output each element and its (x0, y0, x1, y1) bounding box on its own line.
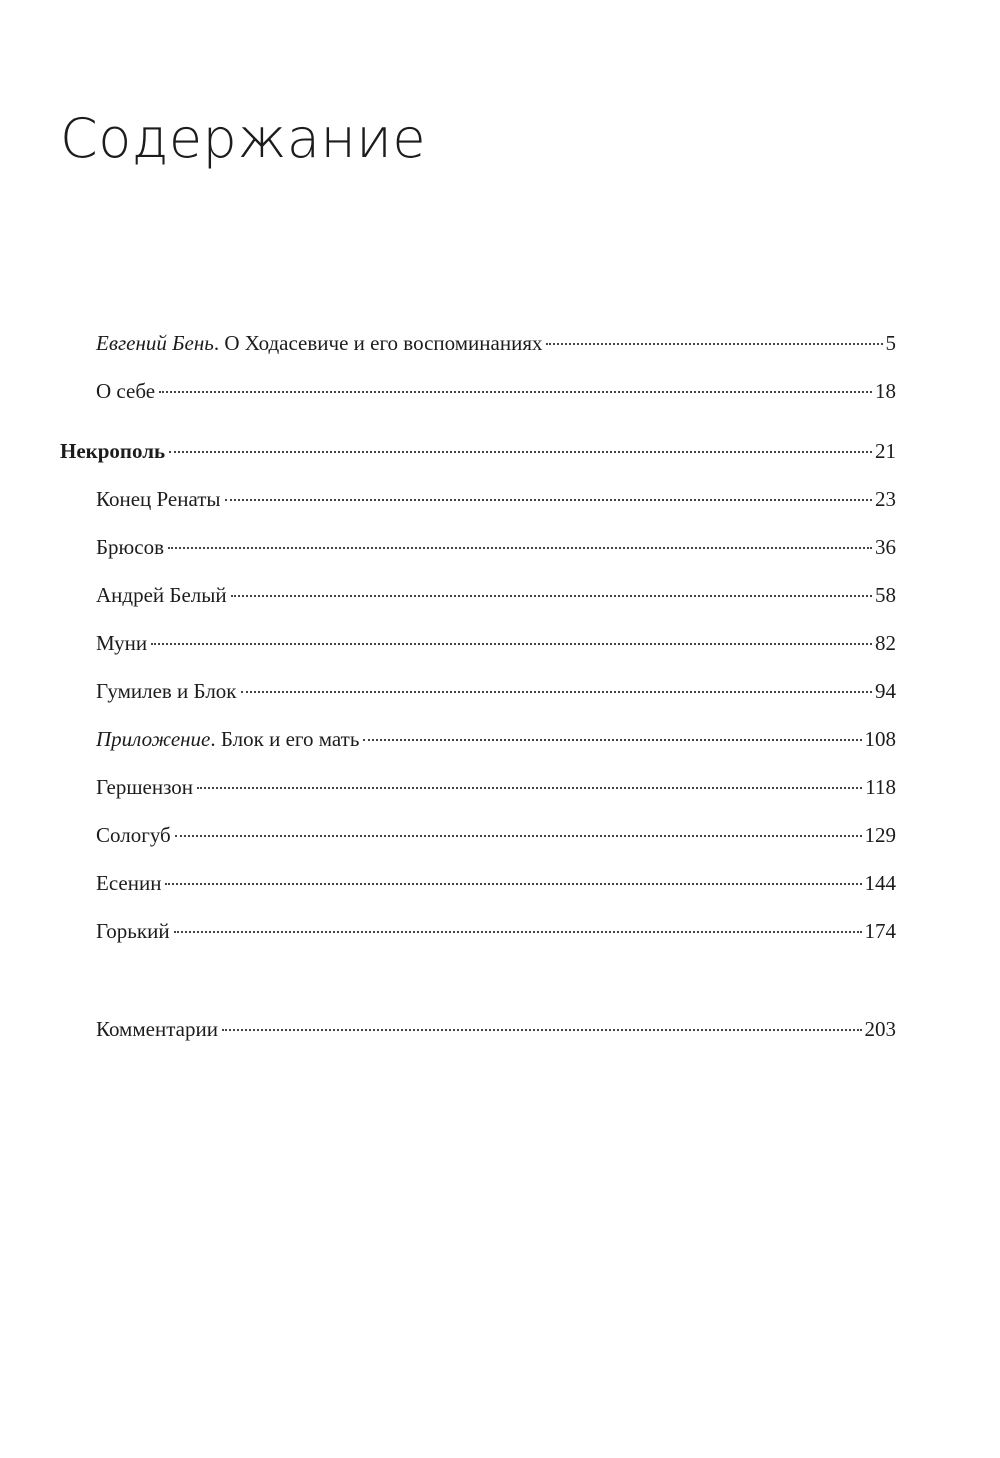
toc-entry-title: Андрей Белый (96, 583, 227, 607)
toc-entry-page: 23 (875, 487, 896, 511)
toc-entry-page: 144 (864, 871, 896, 895)
toc-entry-page: 108 (864, 727, 896, 751)
toc-entry-page: 94 (875, 679, 896, 703)
dot-leader (159, 391, 872, 393)
toc-entry-title: Комментарии (96, 1017, 218, 1041)
toc-entry[interactable] (96, 630, 896, 656)
dot-leader (225, 499, 872, 501)
toc-entry-title: О Ходасевиче и его воспоминаниях (224, 331, 543, 355)
toc-entry-commentary[interactable] (96, 1016, 896, 1042)
dot-leader (168, 547, 872, 549)
toc-entry-page: 82 (875, 631, 896, 655)
toc-entry[interactable] (96, 534, 896, 560)
toc-entry-page: 36 (875, 535, 896, 559)
dot-leader (175, 835, 862, 837)
dot-leader (222, 1029, 862, 1031)
toc-entry-title: О себе (96, 379, 156, 403)
toc-entry[interactable] (96, 678, 896, 704)
toc-entry-page: 118 (865, 775, 896, 799)
toc-entry-page: 174 (864, 919, 896, 943)
toc-entry[interactable] (96, 918, 896, 944)
toc-entry-title: Горький (96, 919, 170, 943)
toc-entry-o-sebe[interactable] (96, 378, 896, 404)
toc-entry[interactable] (96, 774, 896, 800)
toc-entry[interactable] (96, 582, 896, 608)
toc-entry-title: Сологуб (96, 823, 171, 847)
toc-entry-appendix[interactable] (96, 726, 896, 752)
toc-entry[interactable] (96, 870, 896, 896)
page-title: Содержание (60, 107, 427, 170)
toc-entry-title: Гумилев и Блок (96, 679, 237, 703)
dot-leader (363, 739, 861, 741)
toc-entry[interactable] (96, 822, 896, 848)
toc-entry-page: 203 (864, 1017, 896, 1041)
toc-entry-page: 129 (864, 823, 896, 847)
toc-entry-intro-essay[interactable] (96, 330, 896, 356)
dot-leader (151, 643, 872, 645)
dot-leader (241, 691, 872, 693)
toc-entry-separator: . (210, 727, 221, 751)
dot-leader (169, 451, 872, 453)
toc-section-nekropol[interactable] (60, 438, 896, 464)
toc-entry-label (96, 726, 359, 752)
toc-entry-page: 5 (885, 331, 896, 355)
toc-entry-title: Муни (96, 631, 148, 655)
toc-entry-title: Конец Ренаты (96, 487, 221, 511)
toc-entry-title: Блок и его мать (220, 727, 360, 751)
toc-section-title: Некрополь (60, 439, 166, 463)
toc-entry-label (96, 330, 542, 356)
dot-leader (546, 343, 882, 345)
toc-entry-author: Евгений Бень (96, 331, 214, 355)
toc-entry-title: Есенин (96, 871, 162, 895)
toc-entry-page: 21 (875, 439, 896, 463)
toc-entry-title: Гершензон (96, 775, 194, 799)
dot-leader (174, 931, 862, 933)
toc-entry-title: Брюсов (96, 535, 164, 559)
dot-leader (197, 787, 862, 789)
toc-entry-separator: . (213, 331, 225, 355)
dot-leader (231, 595, 872, 597)
toc-entry-page: 18 (875, 379, 896, 403)
dot-leader (165, 883, 861, 885)
toc-entry-author: Приложение (96, 727, 211, 751)
toc-entry[interactable] (96, 486, 896, 512)
toc-entry-page: 58 (875, 583, 896, 607)
